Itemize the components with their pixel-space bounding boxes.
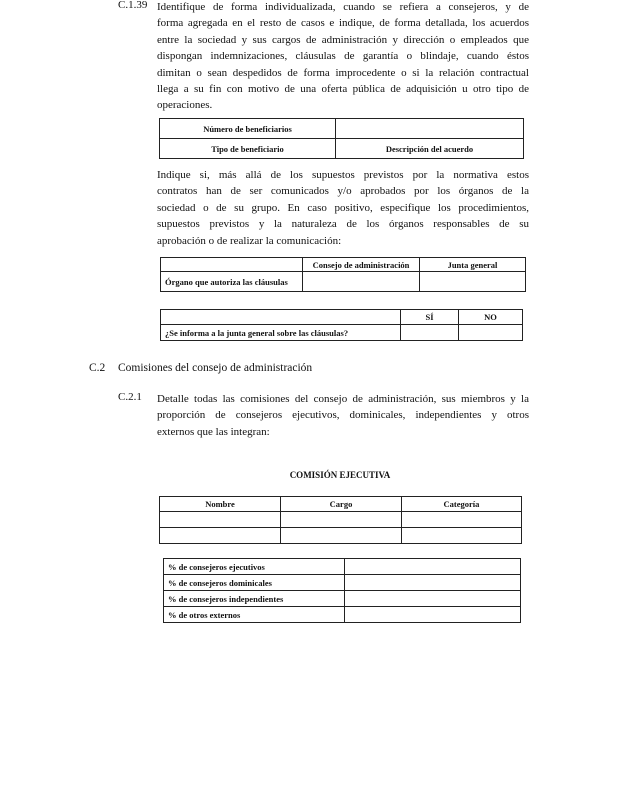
- committee-table: [159, 496, 522, 544]
- table-row: [164, 591, 521, 607]
- table-row: [160, 528, 522, 544]
- paragraph-line: operaciones.: [157, 99, 213, 112]
- section-number-c21: C.2.1: [118, 391, 142, 403]
- paragraph-c139: [157, 0, 529, 114]
- table-row: [164, 575, 521, 591]
- name-header: Nombre: [160, 497, 281, 512]
- inform-table-corner: [161, 310, 401, 325]
- beneficiary-type-header: Tipo de beneficiario: [160, 139, 336, 159]
- table-row: [160, 512, 522, 528]
- paragraph-c21: [157, 391, 529, 440]
- category-header: Categoría: [402, 497, 522, 512]
- inform-table: [160, 309, 523, 341]
- board-header: Consejo de administración: [303, 258, 420, 272]
- paragraph-line: contratos han de ser comunicados y/o aprobados por los órganos de la: [157, 185, 529, 198]
- inform-question-label: ¿Se informa a la junta general sobre las cláusulas?: [161, 325, 401, 341]
- paragraph-line: sociedad o de su grupo. En caso positivo, especifique los procedimientos,: [157, 201, 529, 214]
- table-cell[interactable]: [281, 512, 402, 528]
- beneficiaries-count-label: Número de beneficiarios: [160, 119, 336, 139]
- general-meeting-header: Junta general: [420, 258, 526, 272]
- pct-proprietary-label: % de consejeros dominicales: [164, 575, 345, 591]
- pct-other-external-value[interactable]: [345, 607, 521, 623]
- table-cell[interactable]: [402, 512, 522, 528]
- percentages-table: [163, 558, 521, 623]
- pct-executive-label: % de consejeros ejecutivos: [164, 559, 345, 575]
- table-cell[interactable]: [160, 512, 281, 528]
- paragraph-line: supuestos previstos y la naturaleza de los órganos responsables de su: [157, 218, 529, 231]
- committee-title: COMISIÓN EJECUTIVA: [289, 470, 391, 480]
- table-cell[interactable]: [160, 528, 281, 544]
- organ-table: [160, 257, 526, 292]
- paragraph-line: aprobación o de realizar la comunicación:: [157, 234, 342, 247]
- table-cell[interactable]: [281, 528, 402, 544]
- paragraph-line: Indique si, más allá de los supuestos previstos por la normativa estos: [157, 169, 529, 181]
- pct-other-external-label: % de otros externos: [164, 607, 345, 623]
- section-number-c139: C.1.39: [118, 0, 148, 11]
- paragraph-line: Detalle todas las comisiones del consejo de administración, sus miembros y la: [157, 393, 529, 405]
- table-row: [164, 607, 521, 623]
- general-meeting-value[interactable]: [420, 272, 526, 292]
- paragraph-line: entre la sociedad y sus cargos de administración y dirección o empleados que: [157, 33, 529, 46]
- pct-executive-value[interactable]: [345, 559, 521, 575]
- position-header: Cargo: [281, 497, 402, 512]
- paragraph-line: dimitan o sean despedidos de forma improcedente o si la relación contractual: [157, 66, 529, 79]
- pct-independent-value[interactable]: [345, 591, 521, 607]
- beneficiaries-count-value[interactable]: [336, 119, 524, 139]
- table-cell[interactable]: [402, 528, 522, 544]
- beneficiaries-table: [159, 118, 524, 159]
- paragraph-line: llega a su fin con motivo de una oferta pública de adquisición u otro tipo de: [157, 83, 529, 96]
- table-row: [164, 559, 521, 575]
- pct-independent-label: % de consejeros independientes: [164, 591, 345, 607]
- paragraph-line: proporción de consejeros ejecutivos, dominicales, independientes y otros: [157, 409, 529, 422]
- board-value[interactable]: [303, 272, 420, 292]
- paragraph-line: Identifique de forma individualizada, cuando se refiera a consejeros, y de: [157, 1, 529, 13]
- section-number-c2: C.2: [89, 362, 106, 374]
- pct-proprietary-value[interactable]: [345, 575, 521, 591]
- authorizing-organ-label: Órgano que autoriza las cláusulas: [161, 272, 303, 292]
- agreement-description-header: Descripción del acuerdo: [336, 139, 524, 159]
- section-title-c2: Comisiones del consejo de administración: [118, 362, 313, 374]
- organ-table-corner: [161, 258, 303, 272]
- paragraph-line: dispongan indemnizaciones, cláusulas de garantía o blindaje, cuando éstos: [157, 50, 529, 63]
- paragraph-line: externos que las integran:: [157, 425, 270, 438]
- no-header: NO: [459, 310, 523, 325]
- no-checkbox-cell[interactable]: [459, 325, 523, 341]
- yes-header: SÍ: [401, 310, 459, 325]
- paragraph-indique: [157, 167, 529, 249]
- paragraph-line: forma agregada en el resto de casos e indique, de forma detallada, los acuerdos: [157, 17, 529, 30]
- yes-checkbox-cell[interactable]: [401, 325, 459, 341]
